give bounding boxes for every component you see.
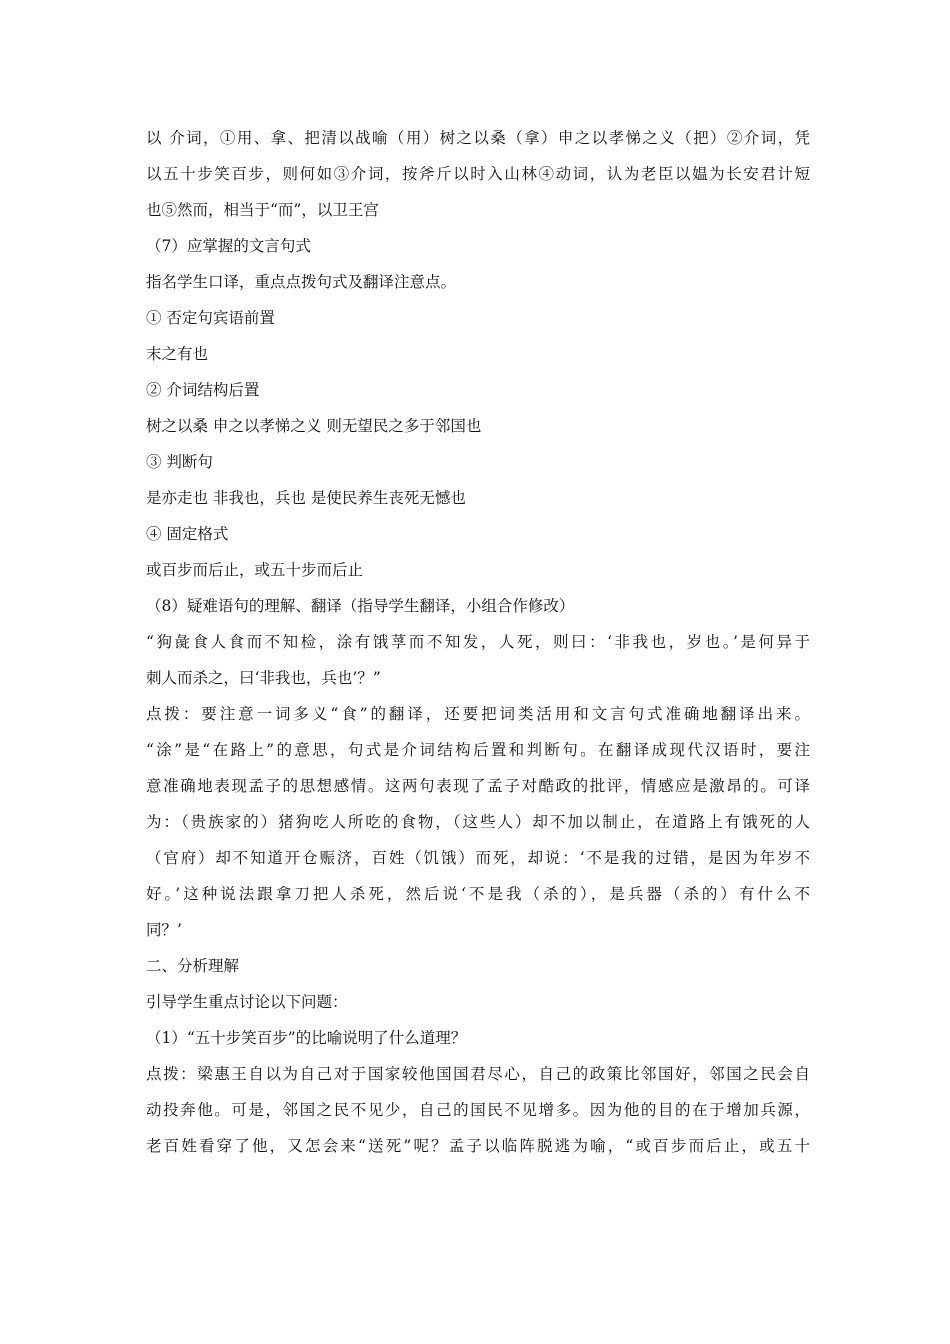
text-line: ① 否定句宾语前置 [146, 309, 275, 327]
text-line: 树之以桑 申之以孝悌之义 则无望民之多于邻国也 [146, 417, 482, 435]
text-line: “狗彘食人食而不知检，涂有饿莩而不知发，人死，则曰：‘非我也，岁也。’是何异于 [146, 633, 810, 651]
text-line: 以五十步笑百步，则何如③介词，按斧斤以时入山林④动词，认为老臣以媪为长安君计短 [146, 165, 810, 183]
text-line: ④ 固定格式 [146, 525, 229, 543]
text-line: 老百姓看穿了他，又怎会来“送死”呢？孟子以临阵脱逃为喻，“或百步而后止，或五十 [146, 1137, 810, 1155]
text-line: 指名学生口译，重点点拨句式及翻译注意点。 [146, 273, 457, 291]
text-line: （8）疑难语句的理解、翻译（指导学生翻译，小组合作修改） [146, 597, 575, 615]
text-line: 为：（贵族家的）猪狗吃人所吃的食物，（这些人）却不加以制止，在道路上有饿死的人 [146, 813, 810, 831]
text-line: ② 介词结构后置 [146, 381, 260, 399]
text-line: 动投奔他。可是，邻国之民不见少，自己的国民不见增多。因为他的目的在于增加兵源， [146, 1101, 810, 1119]
document-body [146, 120, 810, 1164]
text-line: 以 介词，①用、拿、把清以战喻（用）树之以桑（拿）申之以孝悌之义（把）②介词，凭 [146, 129, 810, 147]
text-line: 或百步而后止，或五十步而后止 [146, 561, 364, 579]
text-line: 是亦走也 非我也，兵也 是使民养生丧死无憾也 [146, 489, 466, 507]
text-line: “涂”是“在路上”的意思，句式是介词结构后置和判断句。在翻译成现代汉语时，要注 [146, 741, 810, 759]
text-line: 意准确地表现孟子的思想感情。这两句表现了孟子对酷政的批评，情感应是激昂的。可译 [146, 777, 810, 795]
text-line: 刺人而杀之，曰‘非我也，兵也’？” [146, 669, 381, 687]
text-line: 同？’ [146, 921, 182, 939]
text-line: 二、分析理解 [146, 957, 240, 975]
text-line: （1）“五十步笑百步”的比喻说明了什么道理？ [146, 1029, 467, 1047]
text-line: ③ 判断句 [146, 453, 213, 471]
text-line: （官府）却不知道开仓赈济，百姓（饥饿）而死，却说：‘不是我的过错，是因为年岁不 [146, 849, 810, 867]
text-line: 点拨：梁惠王自以为自己对于国家较他国国君尽心，自己的政策比邻国好，邻国之民会自 [146, 1065, 810, 1083]
text-line: 点拨：要注意一词多义“食”的翻译，还要把词类活用和文言句式准确地翻译出来。 [146, 705, 810, 723]
text-line: 好。’这种说法跟拿刀把人杀死，然后说‘不是我（杀的），是兵器（杀的）有什么不 [146, 885, 810, 903]
text-line: 也⑤然而，相当于“而”，以卫王宫 [146, 201, 379, 219]
text-line: 末之有也 [146, 345, 209, 363]
text-line: 引导学生重点讨论以下问题： [146, 993, 348, 1011]
text-line: （7）应掌握的文言句式 [146, 237, 311, 255]
